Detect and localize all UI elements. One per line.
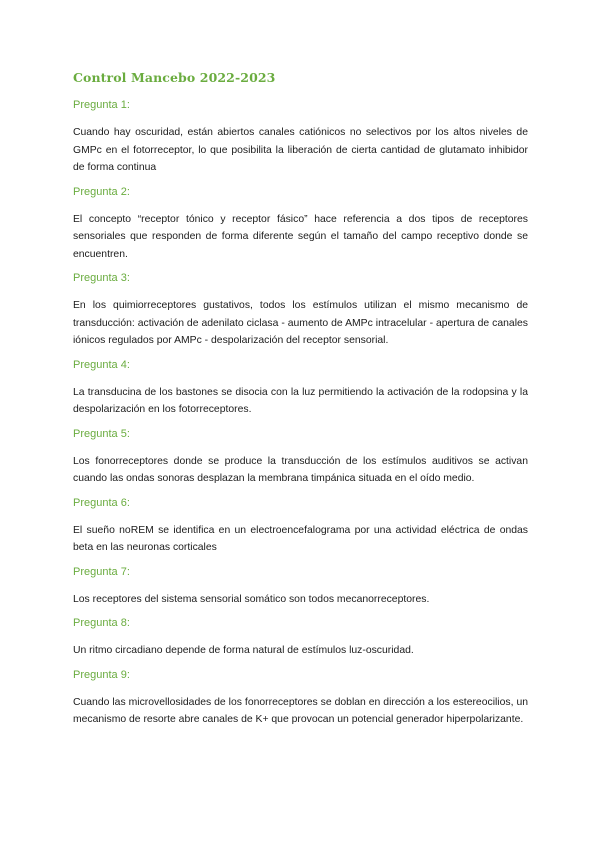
question-label: Pregunta 4:: [73, 358, 130, 371]
question-text: El concepto “receptor tónico y receptor fásico” hace referencia a dos tipos de receptores sensoriales que responden de forma diferente según el tamaño del campo receptivo donde se encuentren.: [73, 213, 528, 260]
question-label: Pregunta 2:: [73, 185, 130, 198]
document-page: [73, 70, 528, 737]
question-text: La transducina de los bastones se disocia con la luz permitiendo la activación de la rodopsina y la despolarización en los fotorreceptores.: [73, 386, 528, 415]
document-title: Control Mancebo 2022-2023: [73, 70, 276, 85]
question-1: [73, 98, 528, 177]
question-label: Pregunta 1:: [73, 99, 130, 111]
question-text: Los receptores del sistema sensorial somático son todos mecanorreceptores.: [73, 593, 430, 605]
question-4: [73, 358, 528, 419]
question-label: Pregunta 7:: [73, 565, 130, 578]
question-label: Pregunta 3:: [73, 272, 130, 284]
question-label: Pregunta 9:: [73, 668, 130, 681]
question-text: En los quimiorreceptores gustativos, todos los estímulos utilizan el mismo mecanismo de transducción: activación de adenilato ciclasa - aumento de AMPc intracelular - apertura de canales iónicos regulados por AMPc - despolarización del receptor sensorial.: [73, 300, 528, 346]
question-text: Cuando las microvellosidades de los fonorreceptores se doblan en dirección a los estereocilios, un mecanismo de resorte abre canales de K+ que provocan un potencial generador hiperpolarizante.: [73, 696, 528, 725]
question-2: [73, 185, 528, 264]
question-7: [73, 565, 528, 609]
question-label: Pregunta 5:: [73, 427, 130, 440]
question-6: [73, 496, 528, 557]
question-text: Cuando hay oscuridad, están abiertos canales catiónicos no selectivos por los altos niveles de GMPc en el fotorreceptor, lo que posibilita la liberación de cierta cantidad de glutamato inhibidor de forma continua: [73, 127, 528, 173]
question-text: El sueño noREM se identifica en un electroencefalograma por una actividad eléctrica de ondas beta en las neuronas corticales: [73, 524, 528, 553]
question-3: [73, 271, 528, 350]
question-9: [73, 668, 528, 729]
question-8: [73, 616, 528, 660]
question-label: Pregunta 8:: [73, 617, 130, 629]
question-5: [73, 427, 528, 488]
question-text: Un ritmo circadiano depende de forma natural de estímulos luz-oscuridad.: [73, 645, 414, 656]
question-text: Los fonorreceptores donde se produce la transducción de los estímulos auditivos se activan cuando las ondas sonoras desplazan la membrana timpánica situada en el oído medio.: [73, 455, 528, 484]
question-label: Pregunta 6:: [73, 496, 130, 509]
